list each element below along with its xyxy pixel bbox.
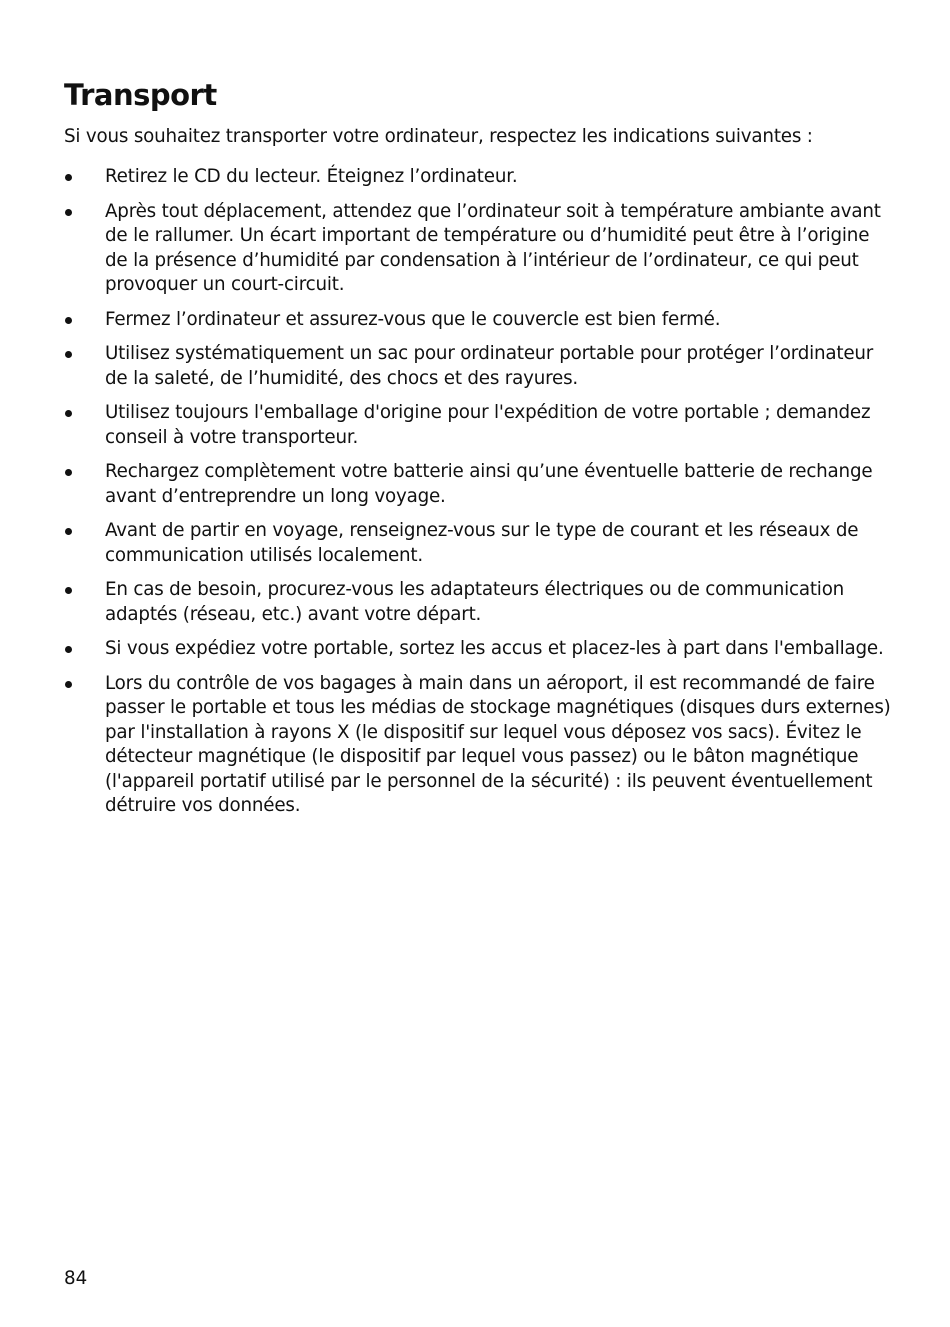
- list-item-text: Avant de partir en voyage, renseignez-vous sur le type de courant et les réseaux de communication utilisés localement.: [105, 520, 859, 566]
- list-item: [64, 200, 894, 298]
- list-item-text: En cas de besoin, procurez-vous les adaptateurs électriques ou de communication adaptés (réseau, etc.) avant votre départ.: [105, 579, 845, 625]
- bullet-icon: [65, 209, 72, 216]
- transport-instructions-list: [64, 165, 894, 829]
- bullet-icon: [65, 410, 72, 417]
- list-item: [64, 401, 894, 450]
- bullet-icon: [65, 528, 72, 535]
- list-item: [64, 165, 894, 190]
- list-item-text: Après tout déplacement, attendez que l’ordinateur soit à température ambiante avant de le rallumer. Un écart important de température ou d’humidité peut être à l’origine de la présence d’humidité par condensation à l’intérieur de l’ordinateur, ce qui peut provoquer un court-circuit.: [105, 200, 881, 295]
- section-title: Transport: [64, 78, 217, 112]
- list-item: [64, 672, 894, 819]
- bullet-icon: [65, 174, 72, 181]
- list-item: [64, 637, 894, 662]
- list-item-text: Utilisez systématiquement un sac pour ordinateur portable pour protéger l’ordinateur de la saleté, de l’humidité, des chocs et des rayures.: [105, 343, 874, 389]
- list-item: [64, 308, 894, 333]
- page-number: 84: [64, 1268, 88, 1289]
- intro-paragraph: Si vous souhaitez transporter votre ordinateur, respectez les indications suivantes :: [64, 126, 813, 147]
- list-item-text: Si vous expédiez votre portable, sortez les accus et placez-les à part dans l'emballage.: [105, 638, 884, 659]
- list-item: [64, 519, 894, 568]
- list-item-text: Fermez l’ordinateur et assurez-vous que le couvercle est bien fermé.: [105, 308, 721, 330]
- bullet-icon: [65, 351, 72, 358]
- list-item-text: Lors du contrôle de vos bagages à main dans un aéroport, il est recommandé de faire passer le portable et tous les médias de stockage magnétiques (disques durs externes) par l'installation à rayons X (le dispositif sur lequel vous déposez vos sacs). Évitez le détecteur magnétique (le dispositif par lequel vous passez) ou le bâton magnétique (l'appareil portatif utilisé par le personnel de la sécurité) : ils peuvent éventuellement détruire vos données.: [105, 672, 891, 816]
- list-item-text: Retirez le CD du lecteur. Éteignez l’ordinateur.: [105, 166, 518, 187]
- list-item: [64, 342, 894, 391]
- bullet-icon: [65, 469, 72, 476]
- bullet-icon: [65, 681, 72, 688]
- bullet-icon: [65, 646, 72, 653]
- list-item: [64, 578, 894, 627]
- list-item-text: Rechargez complètement votre batterie ainsi qu’une éventuelle batterie de rechange avant d’entreprendre un long voyage.: [105, 461, 873, 507]
- bullet-icon: [65, 587, 72, 594]
- list-item: [64, 460, 894, 509]
- list-item-text: Utilisez toujours l'emballage d'origine pour l'expédition de votre portable ; demandez conseil à votre transporteur.: [105, 402, 871, 448]
- bullet-icon: [65, 317, 72, 324]
